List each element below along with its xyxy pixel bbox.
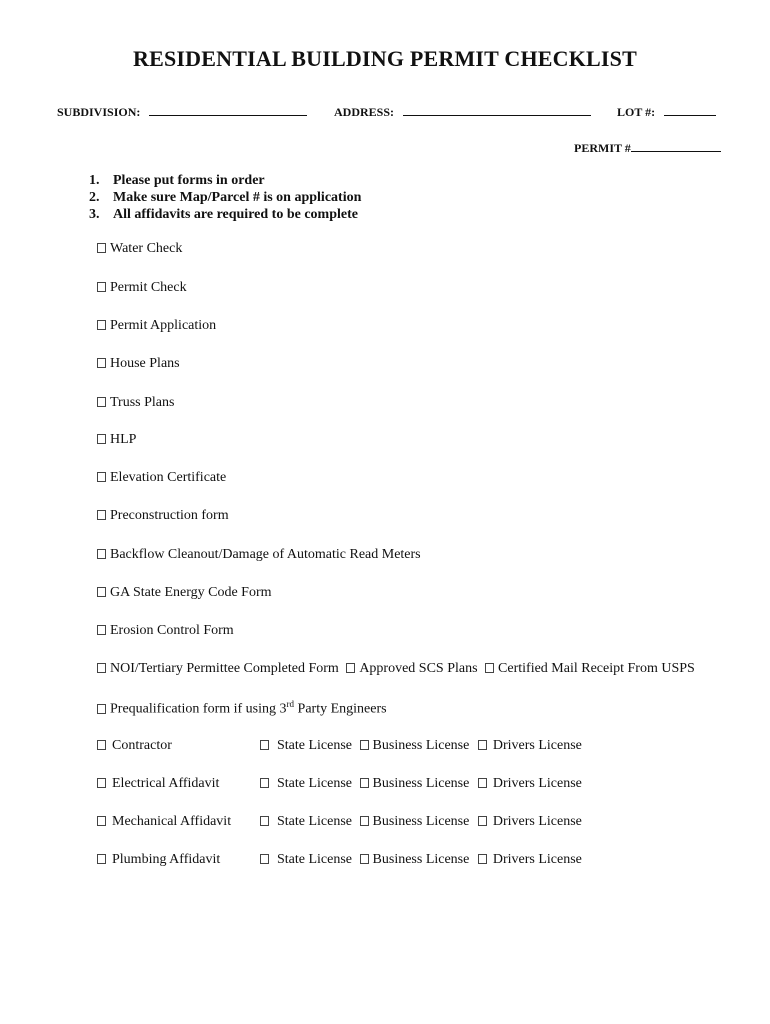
checkbox[interactable] <box>97 472 106 482</box>
checklist-item-hlp <box>97 432 136 448</box>
checkbox[interactable] <box>360 740 369 750</box>
license-row <box>97 738 172 754</box>
address-field[interactable] <box>334 103 591 120</box>
checklist-label: Elevation Certificate <box>110 470 227 485</box>
state-license-label: State License <box>277 852 353 867</box>
checklist-label: Permit Application <box>110 318 217 333</box>
instruction-number: 2. <box>89 190 100 205</box>
business-license-label: Business License <box>372 852 470 867</box>
subdivision-label: SUBDIVISION: <box>57 105 141 119</box>
checkbox[interactable] <box>97 816 106 826</box>
checklist-item-preconstruction-form <box>97 508 229 524</box>
instruction-text: All affidavits are required to be complete <box>113 207 358 222</box>
checkbox[interactable] <box>97 854 106 864</box>
checkbox[interactable] <box>97 625 106 635</box>
license-row <box>97 776 219 792</box>
address-line[interactable] <box>403 103 591 116</box>
checkbox[interactable] <box>97 549 106 559</box>
license-options <box>260 776 582 792</box>
noi-label: NOI/Tertiary Permittee Completed Form <box>110 661 339 676</box>
checkbox[interactable] <box>478 778 487 788</box>
scs-label: Approved SCS Plans <box>359 661 478 676</box>
address-label: ADDRESS: <box>334 105 395 119</box>
license-row-name: Contractor <box>112 738 172 753</box>
prequal-superscript: rd <box>286 699 295 709</box>
drivers-license-label: Drivers License <box>492 852 582 867</box>
lot-field[interactable] <box>617 103 716 120</box>
checkbox[interactable] <box>97 397 106 407</box>
instruction-number: 3. <box>89 207 100 222</box>
permit-label: PERMIT # <box>574 141 631 155</box>
business-license-label: Business License <box>372 776 470 791</box>
checkbox[interactable] <box>97 587 106 597</box>
license-row-name: Electrical Affidavit <box>112 776 220 791</box>
checkbox[interactable] <box>97 320 106 330</box>
license-row-name: Plumbing Affidavit <box>112 852 221 867</box>
license-row-name: Mechanical Affidavit <box>112 814 232 829</box>
state-license-label: State License <box>277 738 353 753</box>
checklist-label: Preconstruction form <box>110 508 229 523</box>
state-license-label: State License <box>277 814 353 829</box>
checkbox[interactable] <box>346 663 355 673</box>
checkbox[interactable] <box>478 854 487 864</box>
checklist-item-permit-application <box>97 318 216 334</box>
permit-field[interactable] <box>574 139 721 156</box>
checklist-item-permit-check <box>97 280 187 296</box>
checkbox[interactable] <box>97 358 106 368</box>
checklist-item-water-check <box>97 241 182 257</box>
checklist-label: HLP <box>110 432 137 447</box>
state-license-label: State License <box>277 776 353 791</box>
business-license-label: Business License <box>372 738 470 753</box>
checklist-label: GA State Energy Code Form <box>110 585 272 600</box>
checkbox[interactable] <box>360 854 369 864</box>
instruction-item <box>89 190 361 206</box>
checkbox[interactable] <box>478 740 487 750</box>
drivers-license-label: Drivers License <box>492 776 582 791</box>
license-row <box>97 852 220 868</box>
lot-label: LOT #: <box>617 105 656 119</box>
business-license-label: Business License <box>372 814 470 829</box>
checkbox[interactable] <box>97 510 106 520</box>
checkbox[interactable] <box>97 243 106 253</box>
checklist-label: Erosion Control Form <box>110 623 234 638</box>
lot-line[interactable] <box>664 103 716 116</box>
checklist-item-backflow <box>97 547 421 563</box>
noi-row <box>97 661 695 677</box>
checklist-item-energy-code-form <box>97 585 272 601</box>
drivers-license-label: Drivers License <box>492 738 582 753</box>
checklist-item-elevation-certificate <box>97 470 226 486</box>
license-options <box>260 852 582 868</box>
permit-line[interactable] <box>631 139 721 152</box>
checkbox[interactable] <box>260 816 269 826</box>
checkbox[interactable] <box>97 663 106 673</box>
prequal-label-suffix: Party Engineers <box>294 701 387 717</box>
checklist-item-erosion-control-form <box>97 623 234 639</box>
drivers-license-label: Drivers License <box>492 814 582 829</box>
page-title: RESIDENTIAL BUILDING PERMIT CHECKLIST <box>133 46 637 71</box>
checkbox[interactable] <box>478 816 487 826</box>
checkbox[interactable] <box>260 740 269 750</box>
checklist-item-prequalification <box>97 699 387 718</box>
instruction-item <box>89 173 265 189</box>
checkbox[interactable] <box>97 434 106 444</box>
license-options <box>260 738 582 754</box>
checklist-item-truss-plans <box>97 395 174 411</box>
checklist-label: Backflow Cleanout/Damage of Automatic Read Meters <box>110 547 421 562</box>
checklist-label: Permit Check <box>110 280 187 295</box>
checklist-label: House Plans <box>110 356 180 371</box>
checkbox[interactable] <box>97 704 106 714</box>
license-row <box>97 814 231 830</box>
checklist-item-house-plans <box>97 356 180 372</box>
instruction-text: Make sure Map/Parcel # is on application <box>113 190 362 205</box>
subdivision-field[interactable] <box>57 103 307 120</box>
instruction-text: Please put forms in order <box>113 173 265 188</box>
license-options <box>260 814 582 830</box>
checkbox[interactable] <box>97 778 106 788</box>
checkbox[interactable] <box>360 778 369 788</box>
subdivision-line[interactable] <box>149 103 307 116</box>
checkbox[interactable] <box>97 282 106 292</box>
prequal-label: Prequalification form if using 3 <box>110 701 287 717</box>
checklist-label: Truss Plans <box>110 395 175 410</box>
checkbox[interactable] <box>97 740 106 750</box>
checkbox[interactable] <box>485 663 494 673</box>
checkbox[interactable] <box>360 816 369 826</box>
instruction-item <box>89 207 358 223</box>
checklist-label: Water Check <box>110 241 183 256</box>
instruction-number: 1. <box>89 173 100 188</box>
mail-receipt-label: Certified Mail Receipt From USPS <box>498 661 695 676</box>
checkbox[interactable] <box>260 778 269 788</box>
checkbox[interactable] <box>260 854 269 864</box>
